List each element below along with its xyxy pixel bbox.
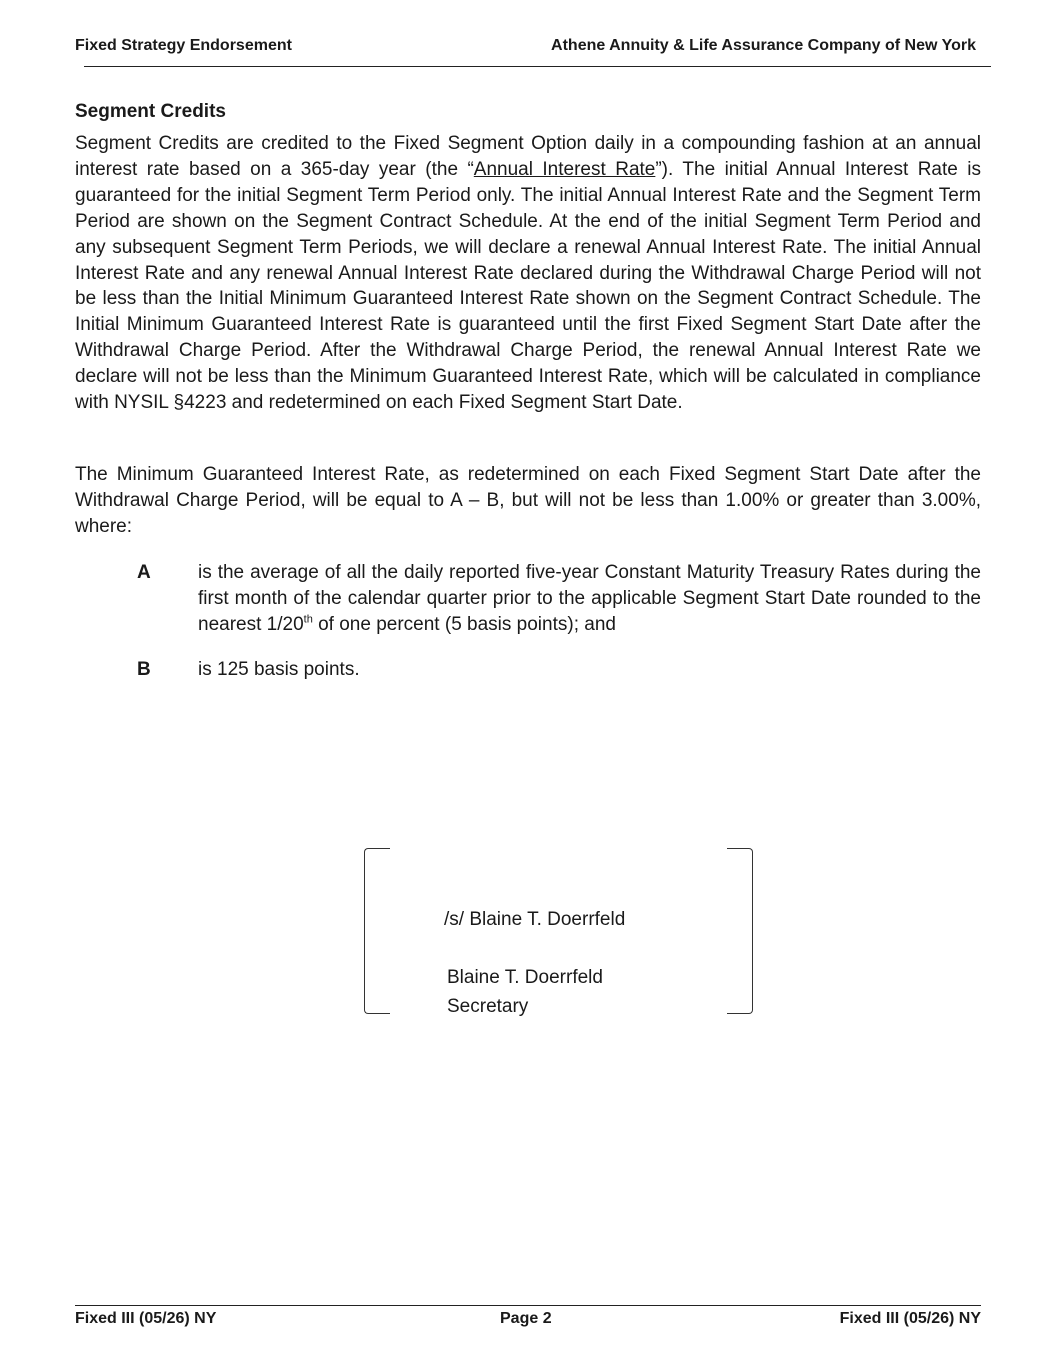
segment-credits-paragraph [75, 131, 981, 416]
definition-a-text [198, 560, 981, 638]
footer-page-number: Page 2 [500, 1310, 552, 1327]
footer-form-number-right: Fixed III (05/26) NY [839, 1310, 981, 1327]
definition-a-text-start: is the average of all the daily reported five-year Constant Maturity Treasury Rates during the first month of the calendar quarter prior to the applicable Segment Start Date rounded to the nearest 1/20 [198, 562, 981, 635]
definition-b-letter: B [137, 659, 151, 680]
signature-bracket-right [727, 848, 753, 1014]
header-form-title: Fixed Strategy Endorsement [75, 37, 292, 54]
signatory-title: Secretary [447, 996, 529, 1017]
header-divider [84, 66, 991, 67]
signatory-name: Blaine T. Doerrfeld [447, 967, 603, 988]
signature-line: /s/ Blaine T. Doerrfeld [444, 909, 626, 930]
footer-divider [75, 1305, 981, 1306]
section-heading: Segment Credits [75, 101, 226, 122]
para1-text-end: ”). The initial Annual Interest Rate is guaranteed for the initial Segment Term Period only. The initial Annual Interest Rate and the Segment Term Period are shown on the Segment Contract Schedule. At the end of the initial Segment Term Period and any subsequent Segment Term Periods, we will declare a renewal Annual Interest Rate. The initial Annual Interest Rate and any renewal Annual Interest Rate declared during the Withdrawal Charge Period will not be less than the Initial Minimum Guaranteed Interest Rate shown on the Segment Contract Schedule. The Initial Minimum Guaranteed Interest Rate is guaranteed until the first Fixed Segment Start Date after the Withdrawal Charge Period. After the Withdrawal Charge Period, the renewal Annual Interest Rate we declare will not be less than the Minimum Guaranteed Interest Rate, which will be calculated in compliance with NYSIL §4223 and redetermined on each Fixed Segment Start Date. [75, 158, 982, 414]
signature-bracket-left [364, 848, 390, 1014]
definition-a-superscript: th [303, 613, 313, 626]
header-company-name: Athene Annuity & Life Assurance Company of New York [551, 37, 976, 54]
para1-text-start: Segment Credits are credited to the Fixed Segment Option daily in a compounding fashion at an annual interest rate based on a 365-day year (the “ [75, 133, 981, 180]
definition-b-text: is 125 basis points. [198, 659, 360, 680]
defined-term-annual-interest-rate: Annual Interest Rate [473, 158, 656, 180]
definition-a-text-end: of one percent (5 basis points); and [312, 613, 616, 635]
footer-form-number-left: Fixed III (05/26) NY [75, 1310, 217, 1327]
definition-a-letter: A [137, 562, 151, 583]
minimum-rate-paragraph: The Minimum Guaranteed Interest Rate, as redetermined on each Fixed Segment Start Date after the Withdrawal Charge Period, will be equal to A – B, but will not be less than 1.00% or greater than 3.00%, where: [75, 464, 981, 537]
